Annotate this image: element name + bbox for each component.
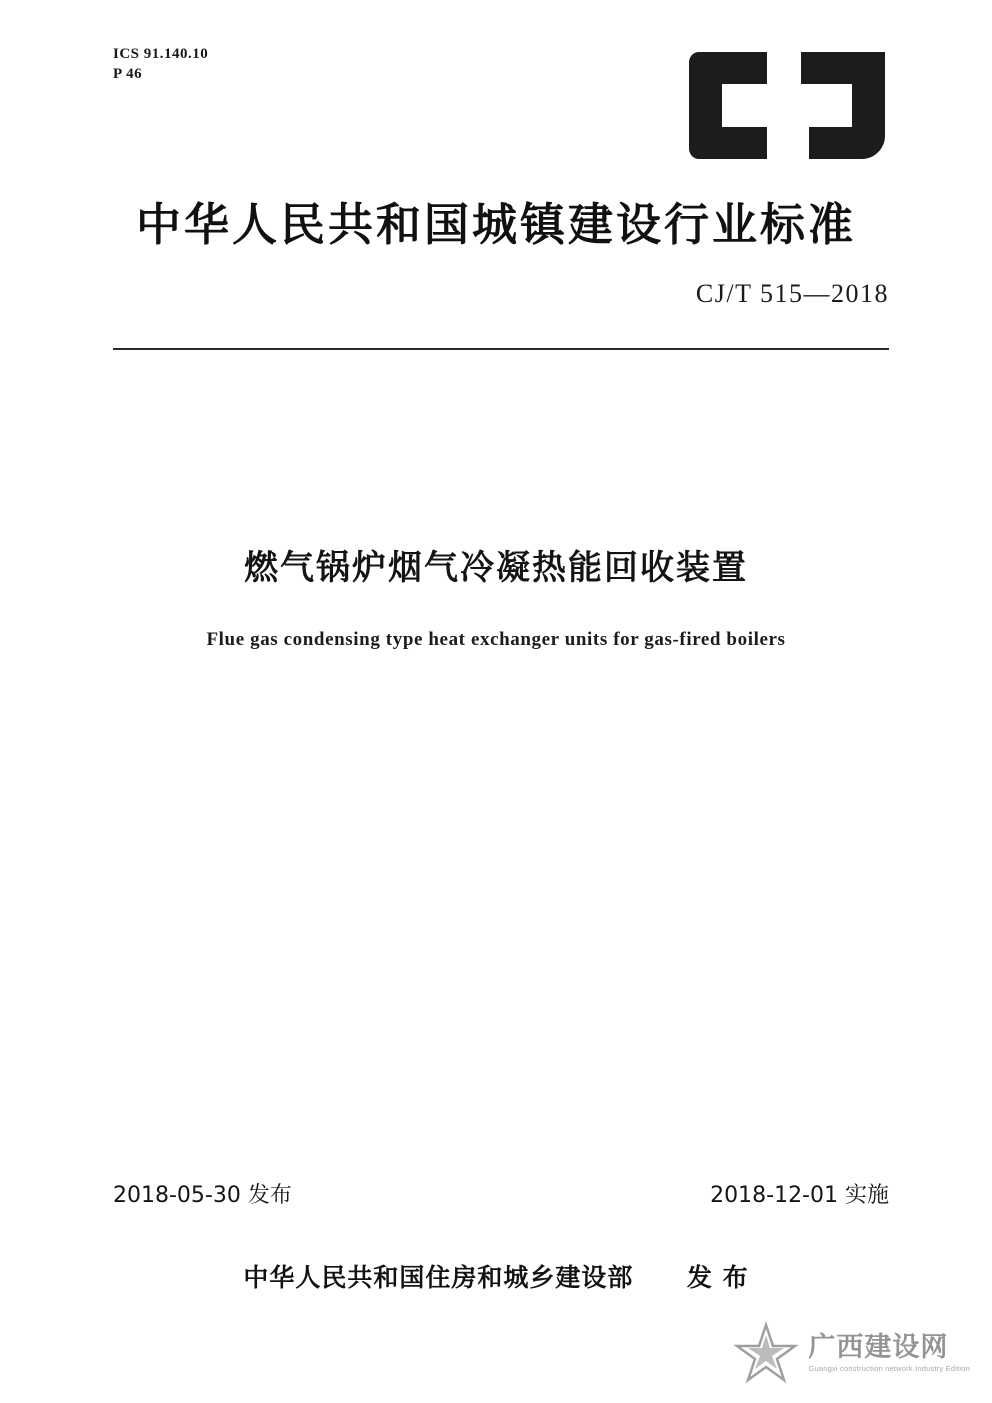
- ics-code: ICS 91.140.10: [113, 46, 209, 62]
- watermark-main-text: 广西建设网: [808, 1331, 949, 1363]
- document-title-english: Flue gas condensing type heat exchanger units for gas-fired boilers: [206, 629, 786, 650]
- watermark-sub-text: Guangxi construction network Industry Edition: [808, 1364, 970, 1374]
- publisher-line: [0, 1258, 992, 1294]
- star-icon: [734, 1321, 798, 1385]
- publisher-action: 发 布: [686, 1263, 749, 1292]
- ics-block: [113, 44, 208, 85]
- publisher-name: 中华人民共和国住房和城乡建设部: [243, 1263, 634, 1292]
- issue-date: 2018-05-30 发布: [113, 1183, 292, 1208]
- document-title-chinese: 燃气锅炉烟气冷凝热能回收装置: [244, 548, 748, 588]
- header-divider: [113, 348, 889, 350]
- standard-number: CJ/T 515—2018: [695, 279, 889, 308]
- classification-code: P 46: [113, 66, 143, 83]
- watermark-text: [808, 1333, 970, 1374]
- cj-logo: [689, 48, 889, 163]
- effective-date: 2018-12-01 实施: [710, 1183, 889, 1208]
- date-row: [113, 1178, 889, 1209]
- national-standard-title: 中华人民共和国城镇建设行业标准: [135, 198, 856, 251]
- watermark: [734, 1321, 970, 1385]
